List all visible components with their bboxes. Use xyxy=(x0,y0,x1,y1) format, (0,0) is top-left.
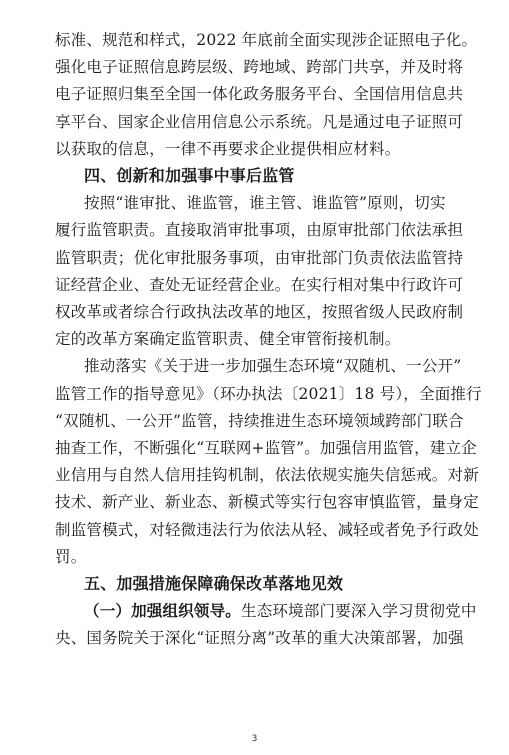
text-line: 抽查工作，不断强化“互联网+监管”。加强信用监管，建立企 xyxy=(55,439,477,457)
text-line: 业信用与自然人信用挂钩机制，依法依规实施失信惩戒。对新 xyxy=(55,466,479,484)
text-line: 强化电子证照信息跨层级、跨地域、跨部门共享，并及时将 xyxy=(55,58,464,76)
text-line: 标准、规范和样式，2022 年底前全面实现涉企证照电子化。 xyxy=(55,31,478,49)
text-line: 履行监管职责。直接取消审批事项，由原审批部门依法承担 xyxy=(55,221,464,239)
text-line: “双随机、一公开”监管，持续推进生态环境领域跨部门联合 xyxy=(55,412,464,430)
text-line: 权改革或者综合行政执法改革的地区，按照省级人民政府制 xyxy=(55,303,464,321)
text-line: 按照“谁审批、谁监管，谁主管、谁监管”原则，切实 xyxy=(84,194,446,212)
text-line: 罚。 xyxy=(55,548,87,566)
section-heading: 五、加强措施保障确保改革落地见效 xyxy=(84,574,344,593)
item-line xyxy=(84,601,477,621)
text-line: 电子证照归集至全国一体化政务服务平台、全国信用信息共 xyxy=(55,85,464,103)
text-line: 制监管模式，对轻微违法行为依法从轻、减轻或者免予行政处 xyxy=(55,521,479,539)
text-line: 监管职责；优化审批服务事项，由审批部门负责依法监管持 xyxy=(55,249,464,267)
text-line: 享平台、国家企业信用信息公示系统。凡是通过电子证照可 xyxy=(55,113,464,131)
item-text: 生态环境部门要深入学习贯彻党中 xyxy=(241,602,477,620)
text-line: 技术、新产业、新业态、新模式等实行包容审慎监管，量身定 xyxy=(55,493,479,511)
text-line: 监管工作的指导意见》（环办执法〔2021〕18 号），全面推行 xyxy=(55,385,482,403)
text-line: 定的改革方案确定监管职责、健全审管衔接机制。 xyxy=(55,330,401,348)
section-heading: 四、创新和加强事中事后监管 xyxy=(84,166,295,185)
text-line: 推动落实《关于进一步加强生态环境“双随机、一公开” xyxy=(84,357,462,375)
item-label: （一）加强组织领导。 xyxy=(84,602,242,620)
text-line: 央、国务院关于深化“证照分离”改革的重大决策部署，加强 xyxy=(55,629,464,647)
text-line: 以获取的信息，一律不再要求企业提供相应材料。 xyxy=(55,140,401,158)
page-number: 3 xyxy=(251,734,258,744)
text-line: 证经营企业、查处无证经营企业。在实行相对集中行政许可 xyxy=(55,276,464,294)
